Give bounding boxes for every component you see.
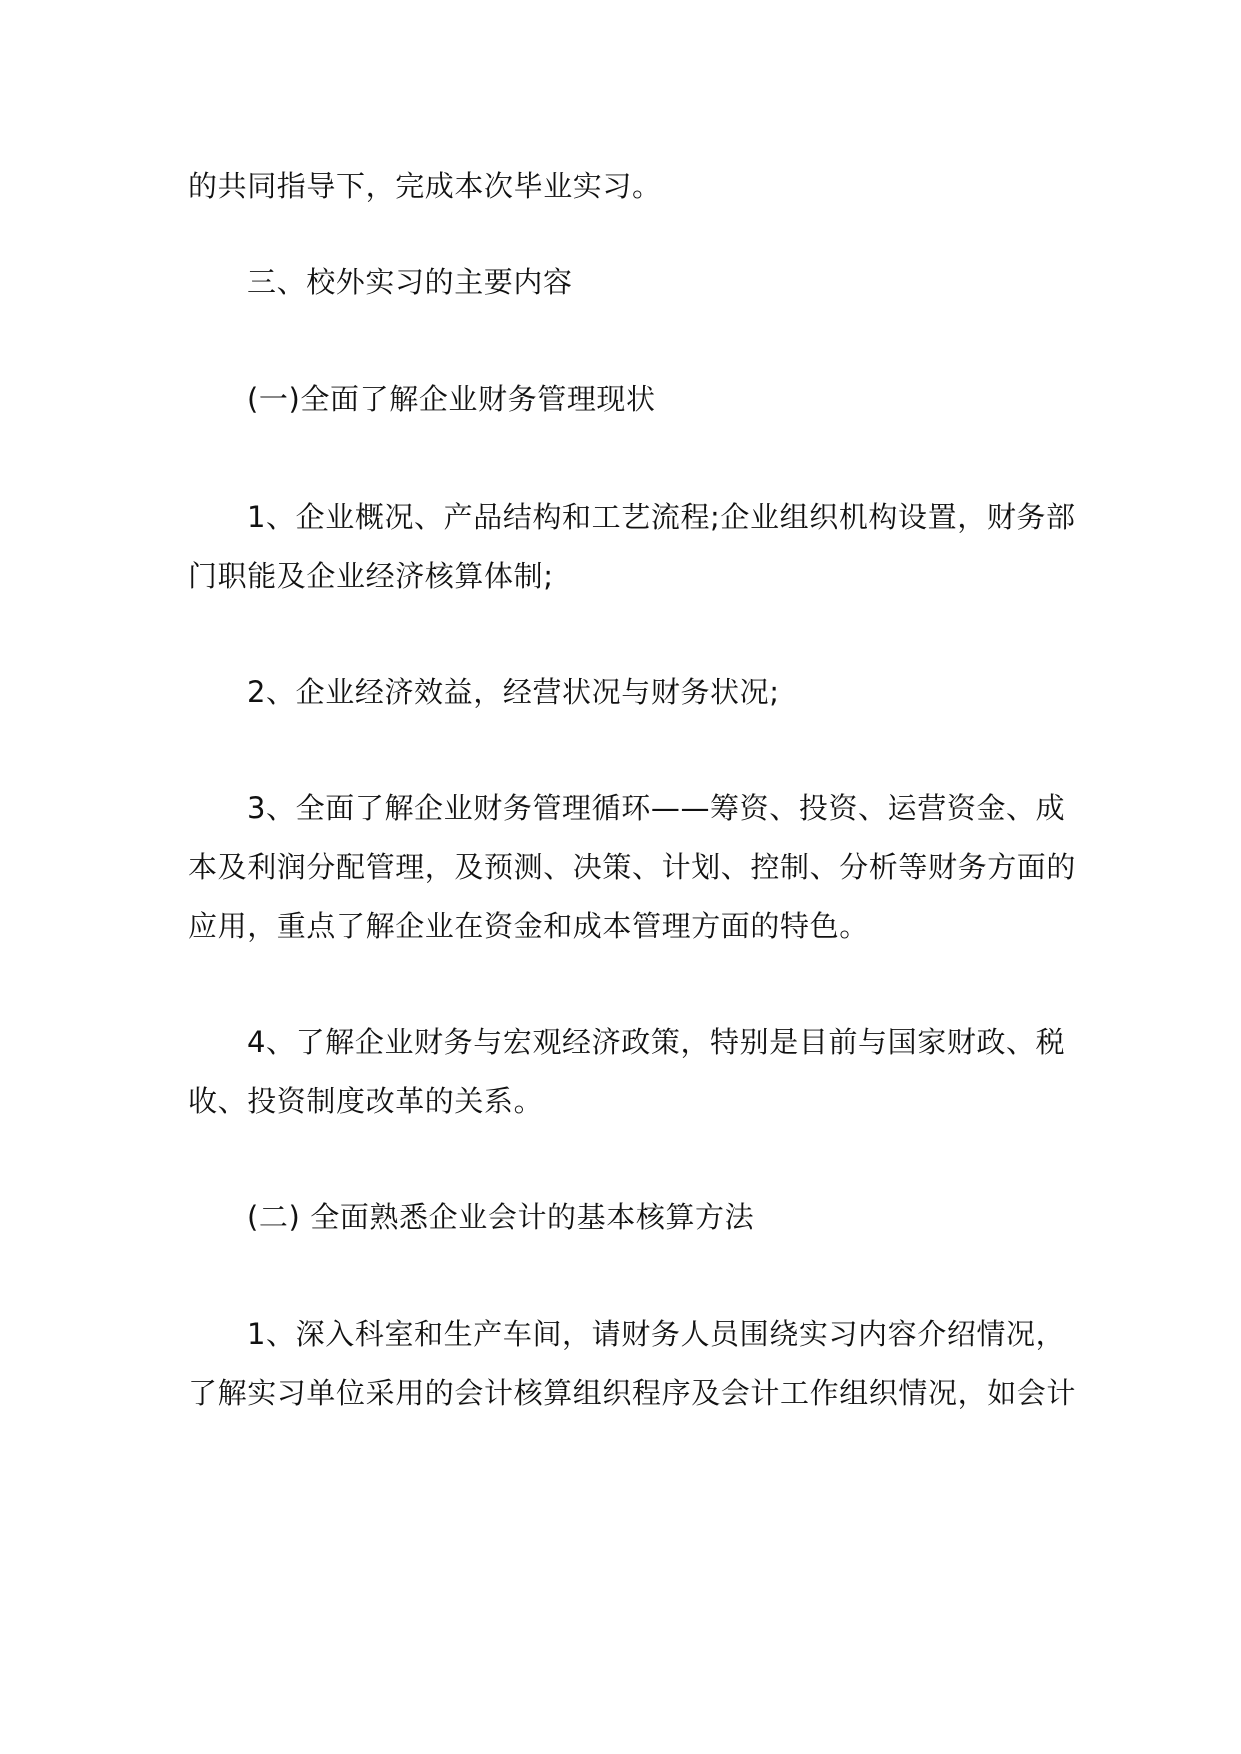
- list-item-line: 3、全面了解企业财务管理循环——筹资、投资、运营资金、成: [247, 791, 1066, 825]
- paragraph-line-continuation: 的共同指导下，完成本次毕业实习。: [188, 169, 662, 203]
- list-item-line: 4、了解企业财务与宏观经济政策，特别是目前与国家财政、税: [247, 1025, 1066, 1059]
- section-heading: 三、校外实习的主要内容: [247, 265, 573, 299]
- subsection-heading: (一)全面了解企业财务管理现状: [247, 382, 656, 416]
- list-item-line: 1、企业概况、产品结构和工艺流程;企业组织机构设置，财务部: [247, 500, 1076, 534]
- list-item-line: 2、企业经济效益，经营状况与财务状况;: [247, 675, 780, 709]
- subsection-heading: (二) 全面熟悉企业会计的基本核算方法: [247, 1200, 755, 1234]
- list-item-line: 本及利润分配管理，及预测、决策、计划、控制、分析等财务方面的: [188, 850, 1077, 884]
- list-item-line: 应用，重点了解企业在资金和成本管理方面的特色。: [188, 909, 869, 943]
- list-item-line: 收、投资制度改革的关系。: [188, 1084, 544, 1118]
- list-item-line: 了解实习单位采用的会计核算组织程序及会计工作组织情况，如会计: [188, 1376, 1077, 1410]
- list-item-line: 门职能及企业经济核算体制;: [188, 559, 554, 593]
- list-item-line: 1、深入科室和生产车间，请财务人员围绕实习内容介绍情况，: [247, 1317, 1066, 1351]
